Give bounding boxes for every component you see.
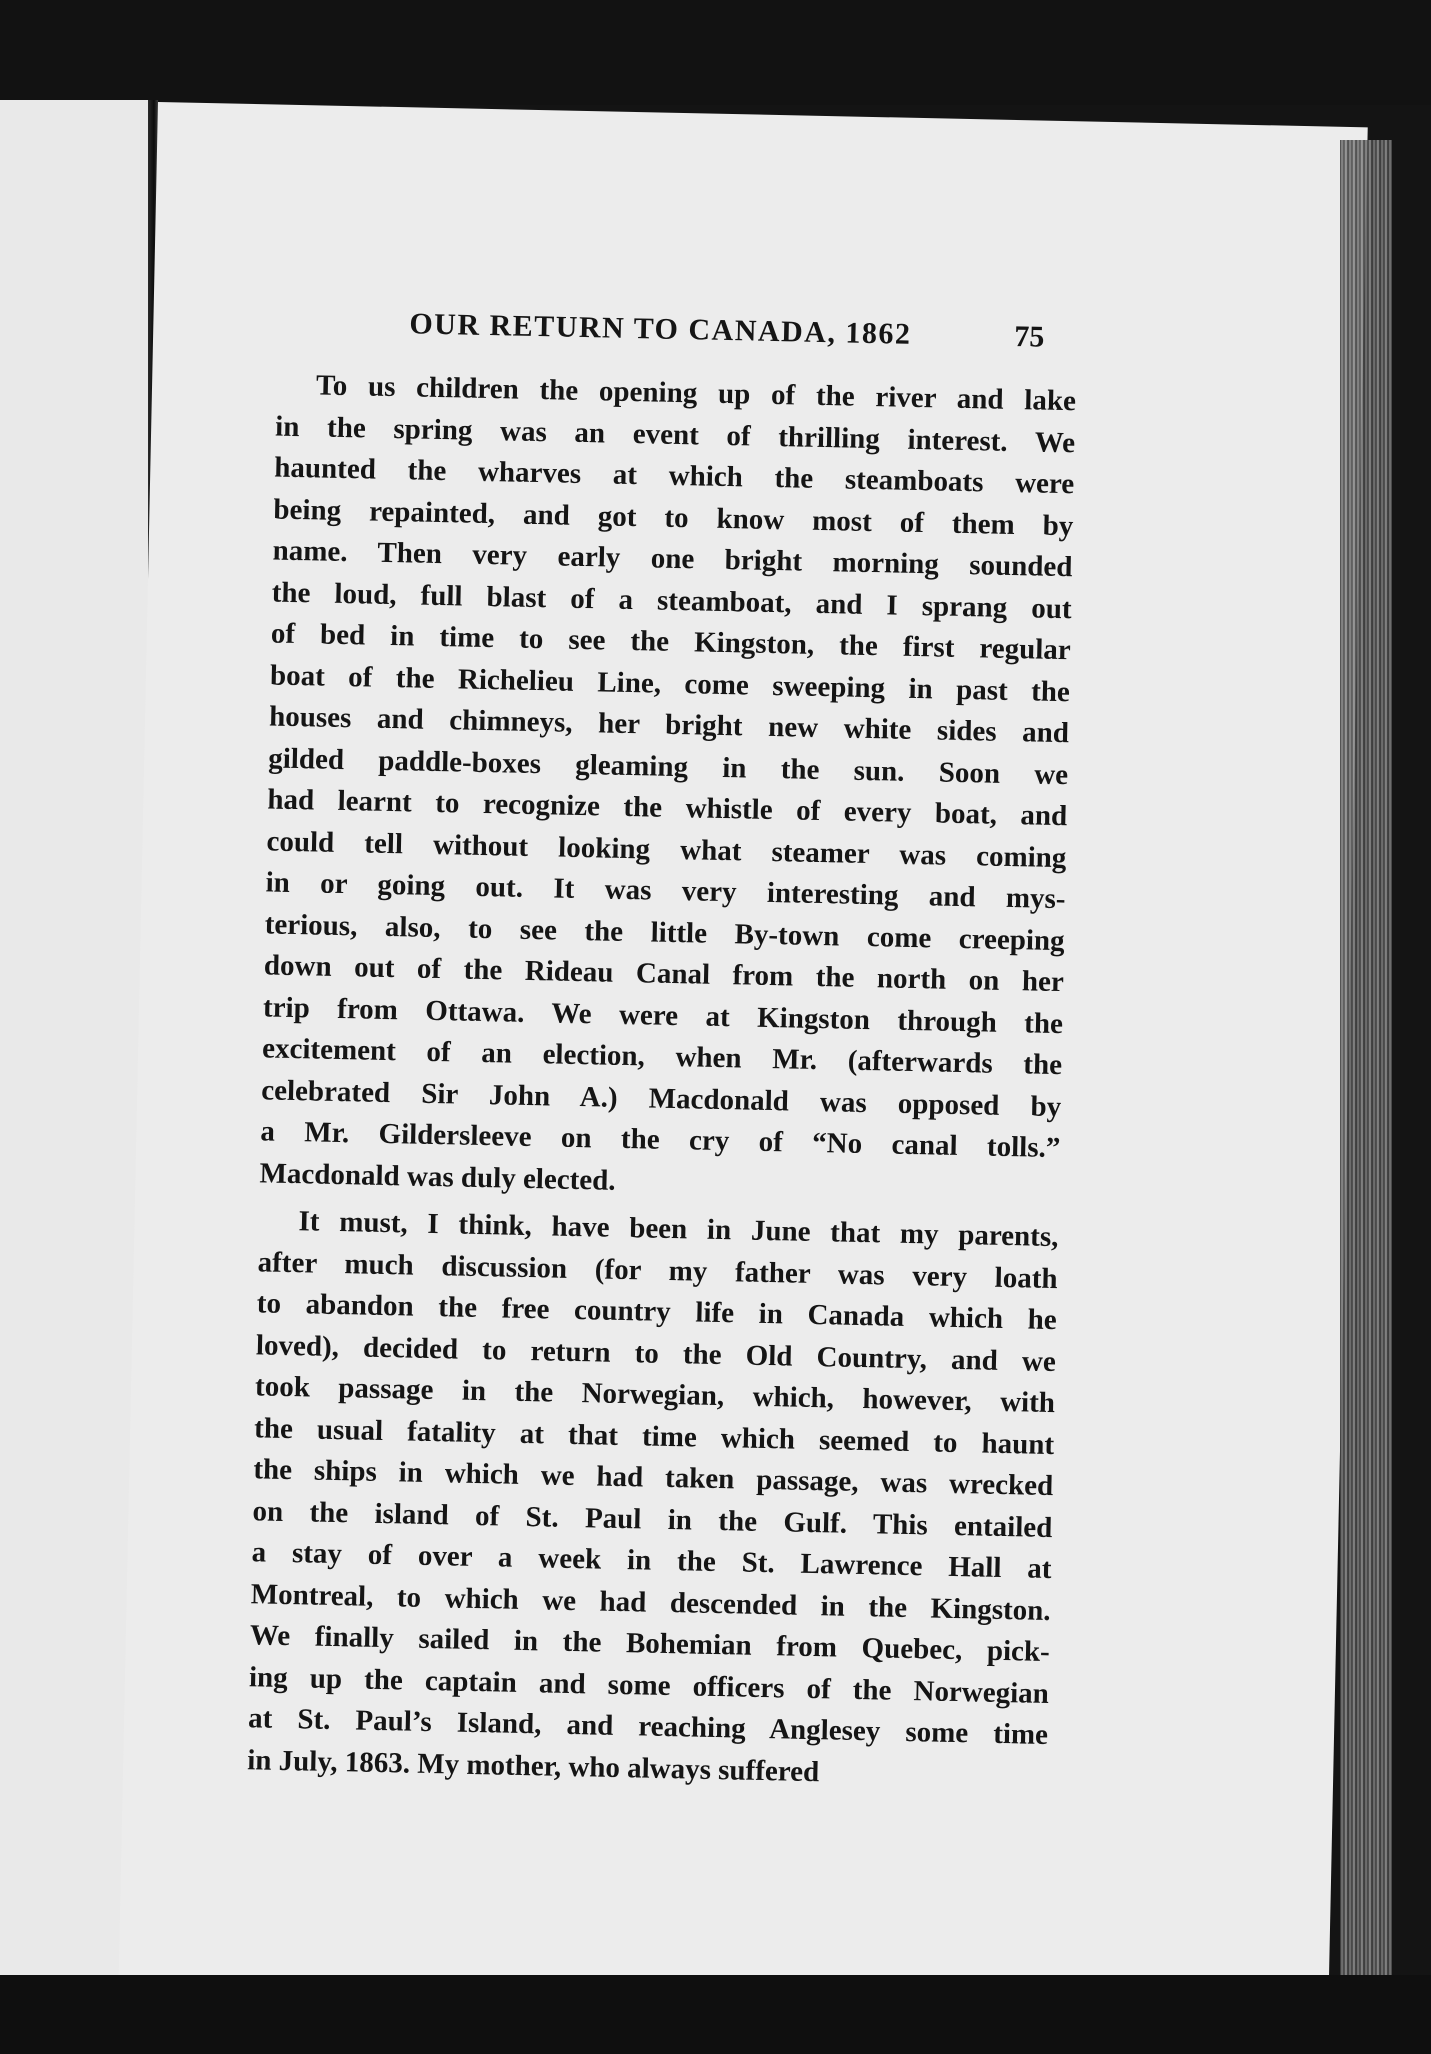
text-line: name. Then very early one bright morning sounded — [272, 534, 1073, 584]
text-line: in or going out. It was very interesting and mys- — [265, 866, 1066, 916]
text-line: To us children the opening up of the river and lake — [315, 369, 1077, 418]
text-line: of bed in time to see the Kingston, the first regular — [270, 617, 1072, 667]
text-line: houses and chimneys, her bright new white sides and — [268, 700, 1070, 750]
text-line: a Mr. Gildersleeve on the cry of “No canal tolls.” — [260, 1115, 1061, 1165]
paragraph-2 — [247, 1200, 1059, 1798]
text-line: boat of the Richelieu Line, come sweeping in past the — [269, 658, 1071, 708]
page-edges-stack — [1340, 140, 1392, 2020]
text-line: had learnt to recognize the whistle of every boat, and — [267, 783, 1068, 833]
text-line: celebrated Sir John A.) Macdonald was opposed by — [260, 1073, 1062, 1123]
text-line: could tell without looking what steamer was coming — [266, 824, 1067, 874]
text-line: took passage in the Norwegian, which, however, with — [254, 1370, 1056, 1420]
text-line: loved), decided to return to the Old Country, and we — [255, 1328, 1057, 1378]
text-line: We finally sailed in the Bohemian from Quebec, pick- — [249, 1619, 1051, 1669]
text-line: Macdonald was duly elected. — [259, 1156, 616, 1197]
text-line: in the spring was an event of thrilling interest. We — [274, 410, 1076, 459]
text-line: the loud, full blast of a steamboat, and I sprang out — [271, 575, 1072, 625]
page-text-block — [247, 305, 1078, 1798]
text-line: It must, I think, have been in June that my parents, — [298, 1205, 1059, 1254]
text-line: haunted the wharves at which the steamboats were — [274, 451, 1075, 501]
text-line: the ships in which we had taken passage, was wrecked — [253, 1453, 1054, 1503]
running-title: OUR RETURN TO CANADA, 1862 — [409, 307, 912, 351]
text-line: being repainted, and got to know most of them by — [273, 493, 1074, 542]
text-line: to abandon the free country life in Canada which he — [256, 1287, 1058, 1337]
text-line: gilded paddle-boxes gleaming in the sun. Soon we — [267, 741, 1069, 791]
text-line: the usual fatality at that time which seemed to haunt — [253, 1411, 1055, 1461]
text-line: excitement of an election, when Mr. (afterwards the — [261, 1032, 1063, 1082]
text-line: a stay of over a week in the St. Lawrence Hall at — [251, 1536, 1052, 1586]
text-line: in July, 1863. My mother, who always suffered — [246, 1743, 820, 1788]
text-line: on the island of St. Paul in the Gulf. This entailed — [252, 1494, 1053, 1544]
text-line: after much discussion (for my father was very loath — [257, 1245, 1058, 1295]
text-line: down out of the Rideau Canal from the north on her — [263, 949, 1065, 999]
paragraph-1 — [259, 365, 1076, 1212]
book-page — [118, 102, 1368, 2027]
scan-background-bottom — [0, 1975, 1431, 2054]
page-number: 75 — [1013, 319, 1045, 354]
text-line: Montreal, to which we had descended in the Kingston. — [250, 1577, 1051, 1627]
text-line: terious, also, to see the little By-town come creeping — [264, 907, 1065, 957]
text-line: at St. Paul’s Island, and reaching Anglesey some time — [247, 1702, 1049, 1751]
scan-background-top — [0, 0, 1431, 105]
text-line: trip from Ottawa. We were at Kingston through the — [262, 990, 1064, 1040]
text-line: ing up the captain and some officers of the Norwegian — [248, 1660, 1050, 1710]
